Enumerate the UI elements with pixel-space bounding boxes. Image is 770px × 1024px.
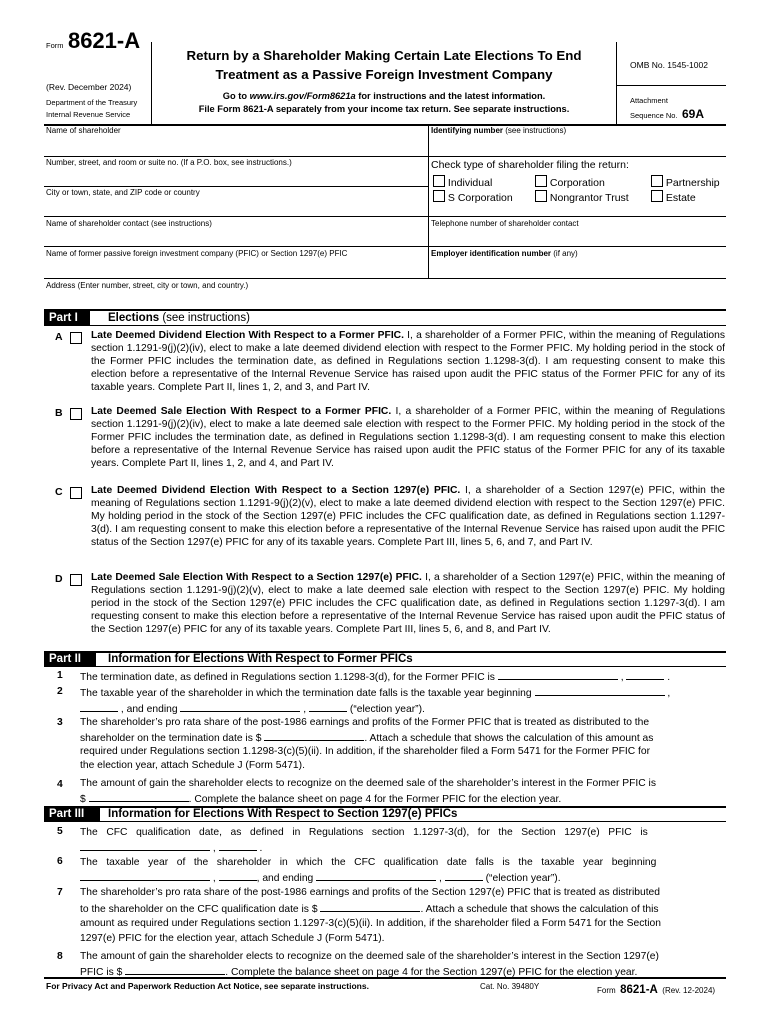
line-2: The taxable year of the shareholder in which the termination date falls is the taxable year beginning , , and ending , (“election year”). [80,685,725,717]
contact-name-label: Name of shareholder contact (see instructions) [46,219,212,228]
part-1-label: Part I [44,311,90,325]
option-individual[interactable]: Individual [433,175,492,189]
cfc-tax-year-begin-field[interactable] [80,870,210,881]
election-b-text: Late Deemed Sale Election With Respect to a Former PFIC. I, a shareholder of a Former PFIC, within the meaning of Regulations section 1.1291-9(j)(2)(iv), elect to make a late deemed sale election with respect to the Former PFIC. My holding period in the stock of the Former PFIC includes the termination date, as defined in Regulations section 1.1298-3(d). I am requesting consent to make this election before a representative of the Internal Revenue Service has raised upon audit the PFIC status of the Former PFIC for any of its taxable years. Complete Part II, lines 1, 2, and 4, and Part IV. [91,406,725,469]
tax-year-end-year-field[interactable] [309,701,347,712]
cfc-tax-year-end-field[interactable] [316,870,436,881]
part-2-title: Information for Elections With Respect to Former PFICs [108,653,413,665]
line-3-number: 3 [57,717,63,728]
catalog-number: Cat. No. 39480Y [480,982,540,991]
option-partnership[interactable]: Partnership [651,175,720,189]
pfic-name-label: Name of former passive foreign investment company (PFIC) or Section 1297(e) PFIC [46,249,348,258]
election-d-letter: D [55,573,63,585]
option-nongrantor-trust[interactable]: Nongrantor Trust [535,190,629,204]
gain-amount-field[interactable] [89,791,189,802]
form-number-block [46,28,140,54]
option-estate[interactable]: Estate [651,190,696,204]
tax-year-begin-year-field[interactable] [80,701,118,712]
form-word: Form [46,41,64,50]
cfc-qualification-date-field[interactable] [80,840,210,851]
option-corporation[interactable]: Corporation [535,175,605,189]
shareholder-name-label: Name of shareholder [46,126,121,135]
election-d-text: Late Deemed Sale Election With Respect to a Section 1297(e) PFIC. I, a shareholder of a Section 1297(e) PFIC, within the meaning of Regulations section 1.1291-9(j)(2)(v), elect to make a late deemed sale election with respect to the Section 1297(e) PFIC. My holding period in the stock of the Section 1297(e) PFIC includes the CFC qualification date, as defined in Regulations section 1.1297-3(d). I am requesting consent to make this election before a representative of the Internal Revenue Service has raised upon audit the PFIC status of the Section 1297(e) PFIC for any of its taxable years. Complete Part III, lines 5, 6, and 8, and Part IV. [91,572,725,635]
agency: Internal Revenue Service [46,110,131,119]
ein-field[interactable] [431,259,725,277]
shareholder-type-label: Check type of shareholder filing the return: [431,159,629,171]
termination-date-field[interactable] [498,669,618,680]
line-6-number: 6 [57,856,63,867]
telephone-field[interactable] [431,229,725,245]
line-1: The termination date, as defined in Regulations section 1.1298-3(d), for the Former PFIC is , . [80,669,725,685]
street-address-label: Number, street, and room or suite no. (If a P.O. box, see instructions.) [46,158,292,167]
line-5-number: 5 [57,826,63,837]
election-b-checkbox[interactable] [70,408,82,420]
cfc-pro-rata-share-field[interactable] [320,901,420,912]
corporation-checkbox[interactable] [535,175,547,187]
part-2-label: Part II [44,652,96,666]
line-1-number: 1 [57,670,63,681]
revision-date: (Rev. December 2024) [46,82,132,92]
election-b-letter: B [55,407,63,419]
footer-form-id: Form 8621-A (Rev. 12-2024) [597,984,716,996]
election-d-checkbox[interactable] [70,574,82,586]
cfc-tax-year-end-year-field[interactable] [445,870,483,881]
instructions-note: Go to www.irs.gov/Form8621a for instructions and the latest information. File Form 8621-A separately from your income tax return. See separate instructions. [198,91,570,114]
line-8-number: 8 [57,951,63,962]
tax-year-begin-field[interactable] [535,685,665,696]
election-a-letter: A [55,331,63,343]
cfc-tax-year-begin-year-field[interactable] [219,870,257,881]
election-a-checkbox[interactable] [70,332,82,344]
shareholder-name-field[interactable] [46,136,426,156]
partnership-checkbox[interactable] [651,175,663,187]
identifying-number-label: Identifying number (see instructions) [431,126,567,135]
cfc-qualification-year-field[interactable] [219,840,257,851]
line-7: The shareholder’s pro rata share of the post-1986 earnings and profits of the Section 1297(e) PFIC that is treated as distributed to the shareholder on the CFC qualification date is $ . Attach a schedule that shows the calculation of this amount as required under Regulations section 1.1297-3(c)(5)(ii). In addition, if the shareholder filed a Form 5471 for the Section 1297(e) PFIC for the election year, attach Schedule J (Form 5471). [80,887,661,944]
sequence-number: Sequence No. 69A [630,107,705,121]
line-8: The amount of gain the shareholder elects to recognize on the deemed sale of the shareholder’s interest in the Section 1297(e) PFIC is $ . Complete the balance sheet on page 4 for the Section 1297(e) PFIC for the election year. [80,951,659,978]
pfic-address-field[interactable] [46,291,724,309]
department: Department of the Treasury [46,98,138,107]
part-3-title: Information for Elections With Respect to Section 1297(e) PFICs [108,808,458,820]
option-s-corporation[interactable]: S Corporation [433,190,513,204]
individual-checkbox[interactable] [433,175,445,187]
termination-year-field[interactable] [626,669,664,680]
s-corporation-checkbox[interactable] [433,190,445,202]
estate-checkbox[interactable] [651,190,663,202]
telephone-label: Telephone number of shareholder contact [431,219,579,228]
line-5: The CFC qualification date, as defined in Regulations section 1.1297-3(d), for the Section 1297(e) PFIC is , . [80,827,648,854]
election-c-text: Late Deemed Dividend Election With Respect to a Section 1297(e) PFIC. I, a shareholder of a Section 1297(e) PFIC, within the meaning of Regulations section 1.1291-9(j)(2)(v), elect to make a late deemed dividend election with respect to the Section 1297(e) PFIC. My holding period in the stock of the Section 1297(e) PFIC includes the CFC qualification date, as defined in Regulations section 1.1297-3(d). I am requesting consent to make this election before a representative of the Internal Revenue Service has raised upon audit the PFIC status of the Section 1297(e) PFIC for any of its taxable years. Complete Part III, lines 5, 6, and 7, and Part IV. [91,485,725,548]
privacy-notice: For Privacy Act and Paperwork Reduction Act Notice, see separate instructions. [46,981,369,991]
identifying-number-field[interactable] [431,136,725,156]
election-c-letter: C [55,486,63,498]
form-number: 8621-A [67,28,141,53]
election-a-text: Late Deemed Dividend Election With Respect to a Former PFIC. I, a shareholder of a Former PFIC, within the meaning of Regulations section 1.1291-9(j)(2)(iv), elect to make a late deemed dividend election with respect to the Former PFIC. My holding period in the stock of the Former PFIC includes the termination date, as defined in Regulations section 1.1298-3(d). I am requesting consent to make this election before a representative of the Internal Revenue Service has raised upon audit the PFIC status of the Former PFIC for any of its taxable years. Complete Part II, lines 1, 2, and 3, and Part IV. [91,330,725,393]
city-field[interactable] [46,198,426,216]
line-7-number: 7 [57,887,63,898]
election-c-checkbox[interactable] [70,487,82,499]
omb-number: OMB No. 1545-1002 [630,60,708,70]
ein-label: Employer identification number (if any) [431,249,578,258]
form-title: Return by a Shareholder Making Certain Late Elections To End Treatment as a Passive Foreign Investment Company [186,48,582,82]
city-label: City or town, state, and ZIP code or country [46,188,200,197]
cfc-gain-amount-field[interactable] [125,964,225,975]
irs-url-link[interactable]: www.irs.gov/Form8621a [249,91,356,101]
line-3: The shareholder’s pro rata share of the post-1986 earnings and profits of the Former PFIC that is treated as distributed to the shareholder on the termination date is $ . Attach a schedule that shows the calculation of this amount as required under Regulations section 1.1298-3(c)(5)(ii). In addition, if the shareholder filed a Form 5471 for the Former PFIC for the election year, attach Schedule J (Form 5471). [80,717,654,771]
line-2-number: 2 [57,686,63,697]
pfic-name-field[interactable] [46,259,426,277]
nongrantor-trust-checkbox[interactable] [535,190,547,202]
line-4-number: 4 [57,779,63,790]
line-6: The taxable year of the shareholder in which the CFC qualification date falls is the taxable year beginning , , and ending , (“election year”). [80,857,657,884]
tax-year-end-field[interactable] [180,701,300,712]
contact-name-field[interactable] [46,229,426,245]
pfic-address-label: Address (Enter number, street, city or town, and country.) [46,281,249,290]
attachment-label: Attachment [630,96,668,105]
street-address-field[interactable] [46,168,426,186]
line-4: The amount of gain the shareholder elects to recognize on the deemed sale of the shareholder’s interest in the Former PFIC is $ . Complete the balance sheet on page 4 for the Former PFIC for the election year. [80,778,656,805]
part-1-title: Elections (see instructions) [108,312,250,324]
pro-rata-share-field[interactable] [264,730,364,741]
part-3-label: Part III [44,807,100,821]
